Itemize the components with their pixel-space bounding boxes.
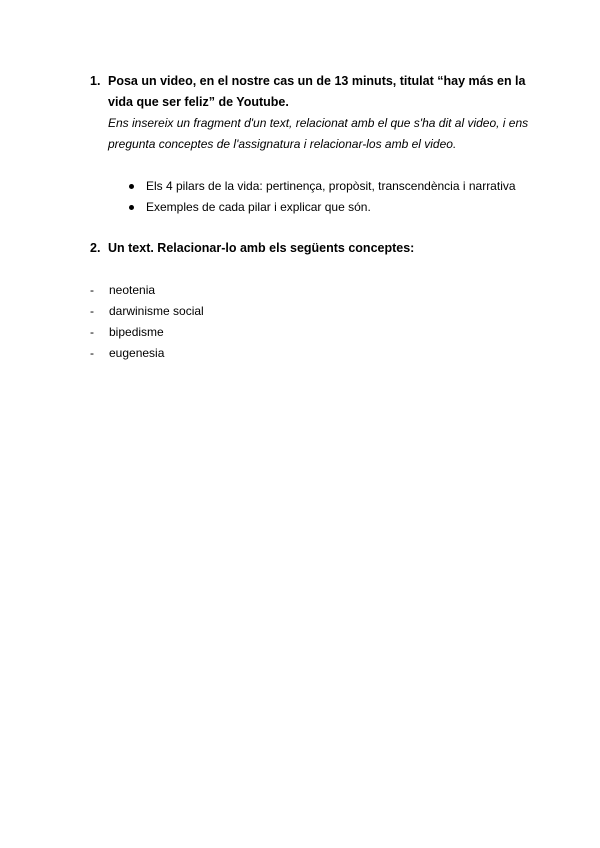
- bullet-item-text: Exemples de cada pilar i explicar que són.: [146, 200, 371, 214]
- concept-item: [90, 301, 204, 322]
- dash-marker: -: [90, 346, 94, 360]
- concept-item: [90, 322, 204, 343]
- dash-marker: -: [90, 283, 94, 297]
- bullet-dot-icon: [129, 205, 134, 210]
- concept-item-text: bipedisme: [109, 325, 164, 339]
- concepts-dash-list: [90, 280, 204, 364]
- concept-item-text: neotenia: [109, 283, 156, 297]
- section-2-heading: Un text. Relacionar-lo amb els següents conceptes:: [108, 241, 415, 255]
- concept-item-text: eugenesia: [109, 346, 165, 360]
- dash-marker: -: [90, 304, 94, 318]
- pillars-bullet-list: [128, 176, 516, 218]
- concept-item-text: darwinisme social: [109, 304, 204, 318]
- section-1-description: Ens insereix un fragment d'un text, relacionat amb el que s'ha dit al video, i ens pregunta conceptes de l'assignatura i relacionar-los amb el video.: [108, 116, 529, 151]
- bullet-dot-icon: [129, 184, 134, 189]
- bullet-item-text: Els 4 pilars de la vida: pertinença, propòsit, transcendència i narrativa: [146, 179, 516, 193]
- concept-item: [90, 343, 204, 364]
- dash-marker: -: [90, 325, 94, 339]
- section-2: [90, 238, 550, 259]
- section-1-number: 1.: [90, 74, 101, 88]
- section-2-number: 2.: [90, 241, 101, 255]
- section-1-heading: Posa un video, en el nostre cas un de 13 minuts, titulat “hay más en la vida que ser feliz” de Youtube.: [108, 74, 526, 109]
- section-1: [90, 71, 550, 155]
- bullet-item: [128, 176, 516, 197]
- bullet-item: [128, 197, 516, 218]
- concept-item: [90, 280, 204, 301]
